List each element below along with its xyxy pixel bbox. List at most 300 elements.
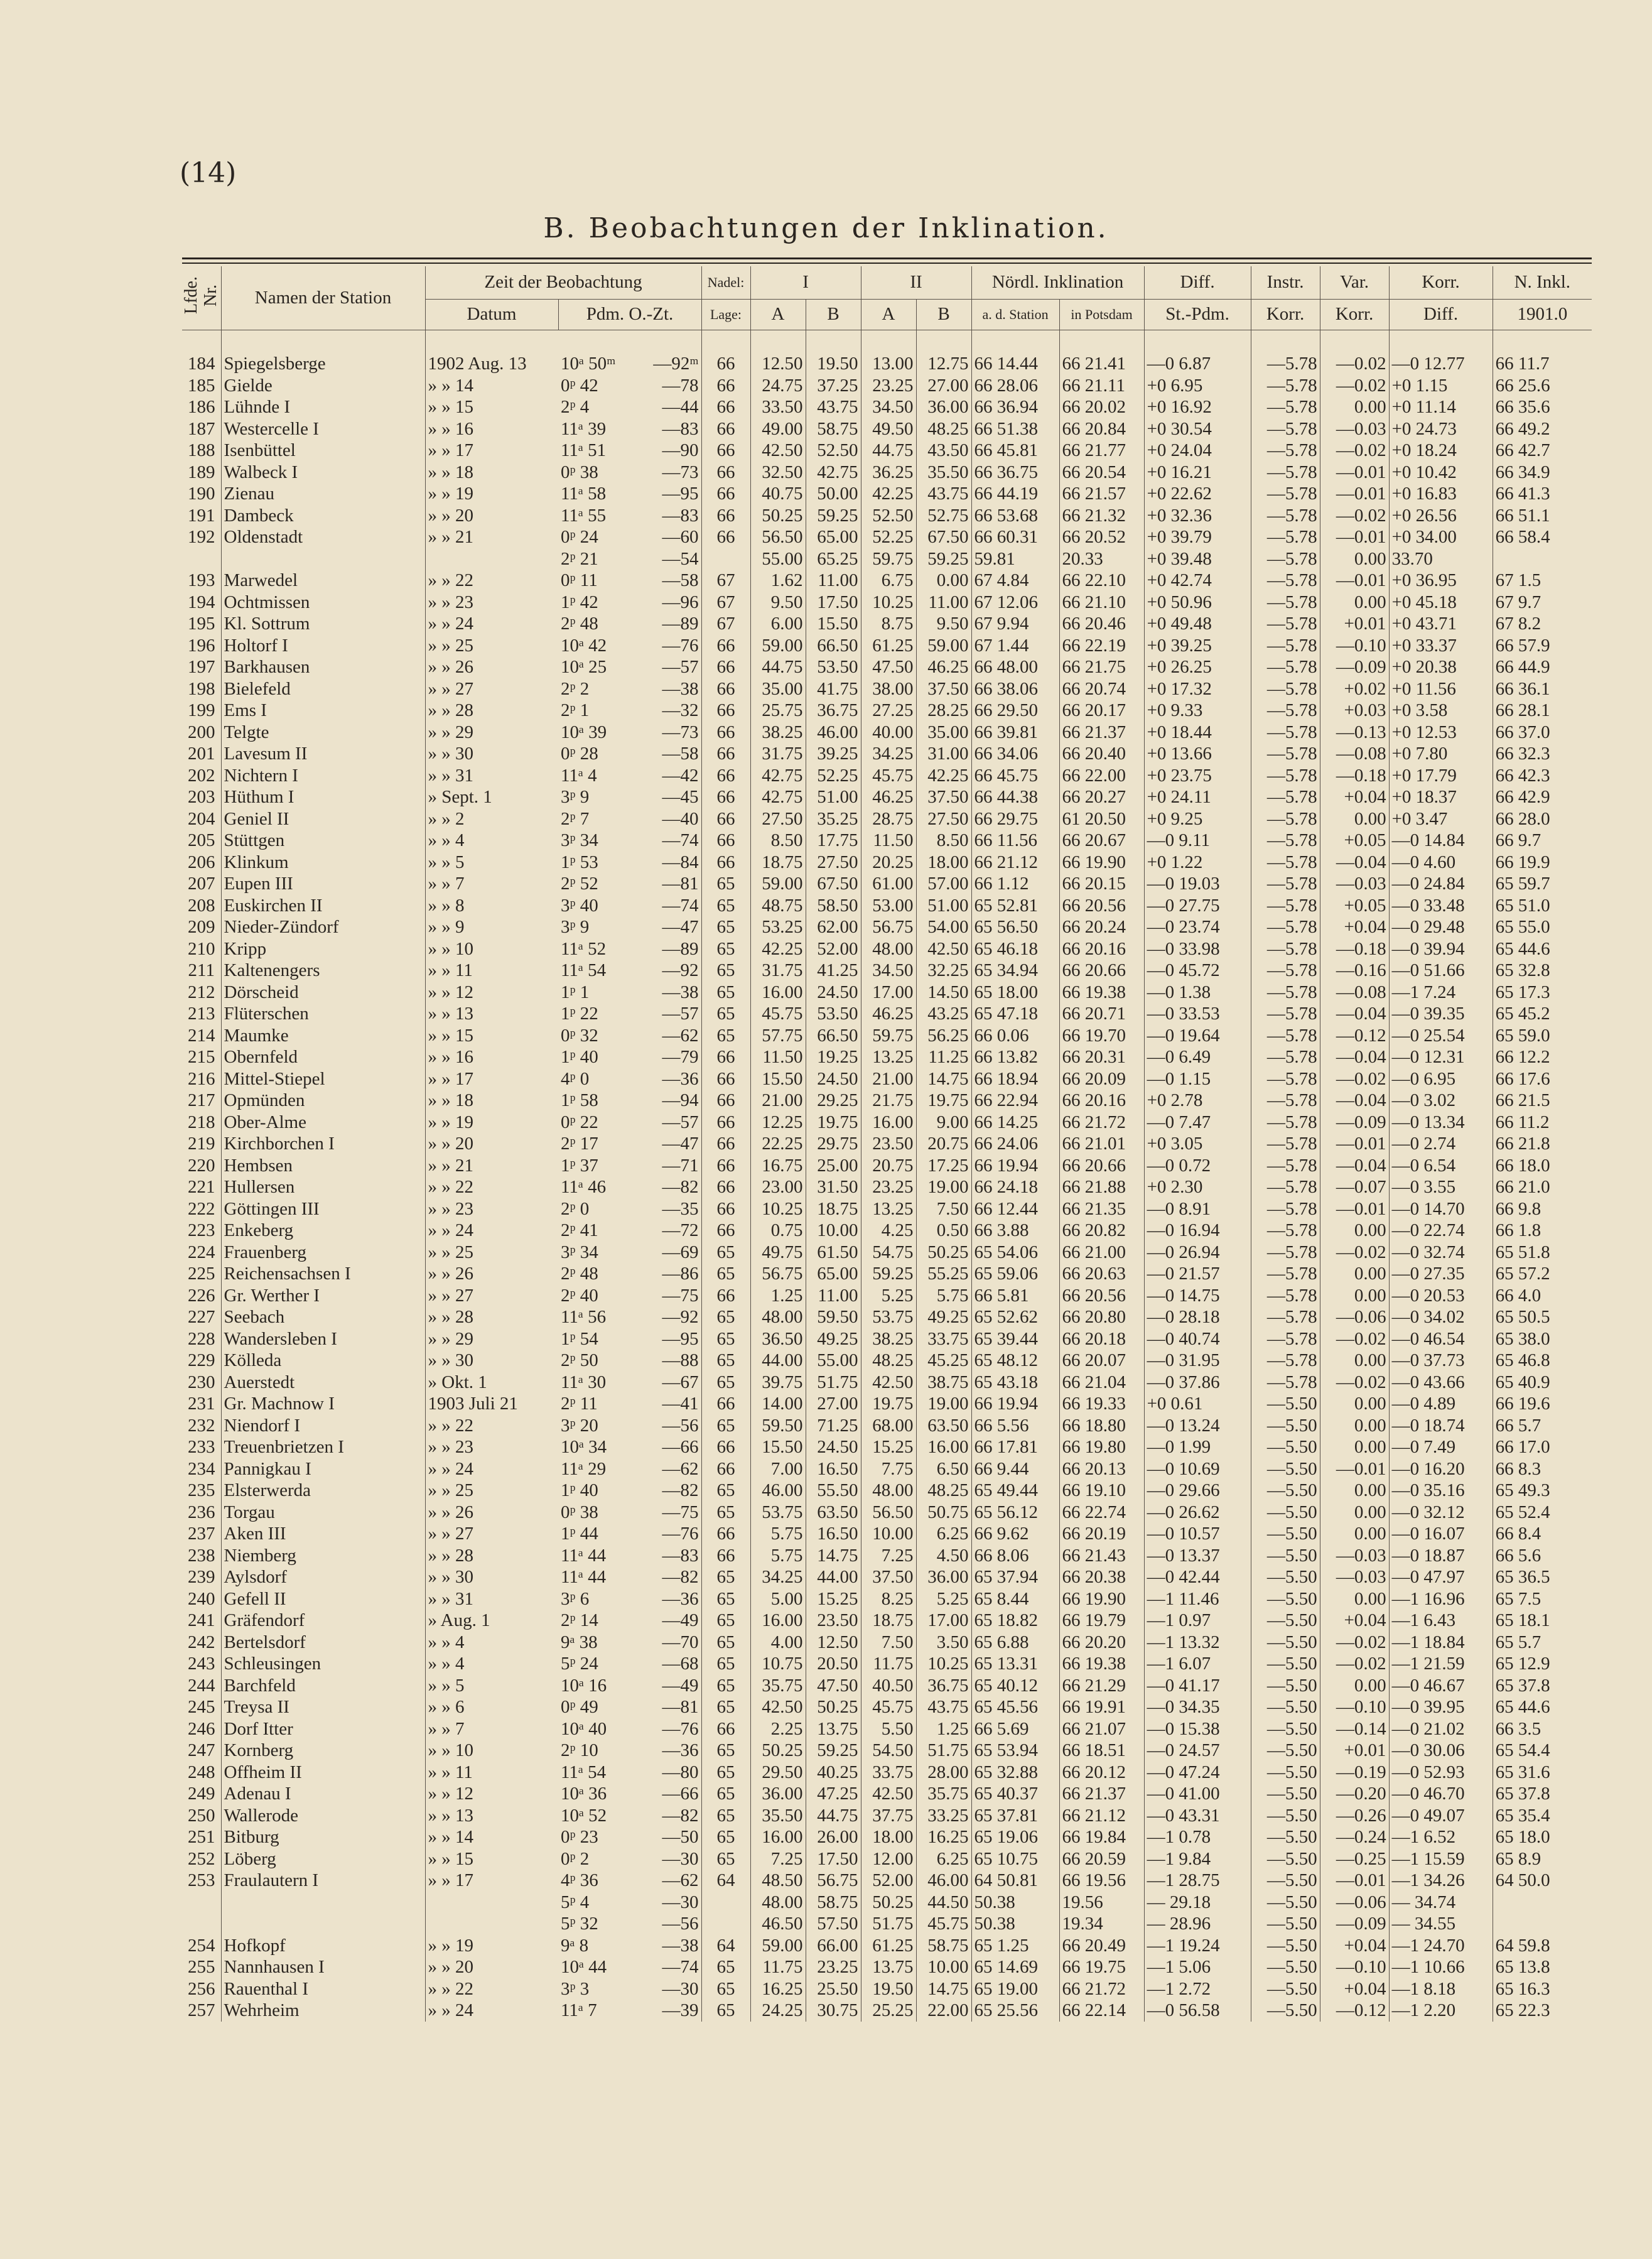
cell-diff-st-pdm: +0 1.22: [1144, 852, 1251, 874]
cell-diff-st-pdm: —1 11.46: [1144, 1588, 1251, 1610]
cell-II-B: 51.75: [916, 1740, 971, 1762]
cell-I-B: 15.25: [806, 1588, 861, 1610]
cell-datum: » » 14: [425, 1826, 558, 1848]
cell-I-B: 59.50: [806, 1306, 861, 1328]
cell-I-A: 39.75: [750, 1372, 806, 1394]
cell-incl-potsdam: 66 20.24: [1059, 916, 1144, 938]
cell-station-name: Bitburg: [221, 1826, 425, 1848]
cell-II-B: 7.50: [916, 1198, 971, 1220]
cell-var-korr: —0.01: [1320, 1133, 1389, 1155]
cell-pdm-zeit: 11ᵃ 46: [561, 1177, 607, 1197]
cell-II-B: 4.50: [916, 1545, 971, 1567]
cell-pdm-zeit: 11ᵃ 52: [561, 938, 607, 959]
cell-II-A: 25.25: [861, 2000, 916, 2022]
cell-incl-potsdam: 66 21.04: [1059, 1372, 1144, 1394]
cell-II-B: 35.75: [916, 1783, 971, 1805]
cell-ozt-diff: —47: [662, 917, 699, 937]
cell-station-name: Mittel-Stiepel: [221, 1068, 425, 1090]
cell-diff-st-pdm: +0 3.05: [1144, 1133, 1251, 1155]
cell-station-name: Hofkopf: [221, 1935, 425, 1957]
cell-station-name: Obernfeld: [221, 1046, 425, 1068]
cell-incl-station: 65 40.12: [971, 1675, 1059, 1697]
cell-incl-station: 65 19.00: [971, 1978, 1059, 2000]
cell-korr-diff: —0 7.49: [1389, 1436, 1493, 1458]
table-row: [182, 570, 1592, 592]
cell-ozt-diff: —94: [662, 1090, 699, 1110]
cell-korr-diff: — 34.74: [1389, 1892, 1493, 1914]
cell-korr-diff: —1 10.66: [1389, 1956, 1493, 1978]
cell-I-B: 39.25: [806, 743, 861, 765]
cell-datum: » » 24: [425, 2000, 558, 2022]
cell-diff-st-pdm: +0 39.48: [1144, 548, 1251, 570]
cell-datum: » » 19: [425, 483, 558, 505]
cell-var-korr: —0.10: [1320, 635, 1389, 657]
cell-incl-station: 65 47.18: [971, 1003, 1059, 1025]
cell-datum: » » 2: [425, 808, 558, 830]
table-row: [182, 982, 1592, 1004]
cell-incl-station: 66 44.19: [971, 483, 1059, 505]
cell-pdm-zeit: 11ᵃ 54: [561, 960, 607, 980]
cell-I-A: 10.75: [750, 1653, 806, 1675]
cell-I-B: 24.50: [806, 982, 861, 1004]
cell-II-B: 3.50: [916, 1632, 971, 1654]
cell-I-B: 13.75: [806, 1718, 861, 1740]
cell-pdm-zeit: 11ᵃ 58: [561, 484, 607, 504]
cell-var-korr: —0.02: [1320, 440, 1389, 462]
cell-ozt-diff: —30: [662, 1892, 699, 1912]
cell-n-inkl: 67 9.7: [1493, 592, 1592, 614]
cell-II-B: 43.75: [916, 1696, 971, 1718]
cell-var-korr: 0.00: [1320, 1393, 1389, 1415]
cell-incl-potsdam: 66 21.88: [1059, 1176, 1144, 1198]
cell-var-korr: —0.02: [1320, 505, 1389, 527]
cell-lage: 65: [701, 1675, 750, 1697]
cell-korr-diff: —1 16.96: [1389, 1588, 1493, 1610]
cell-II-B: 11.00: [916, 592, 971, 614]
cell-ozt-diff: —92: [662, 1307, 699, 1327]
cell-lfd-nr: 234: [188, 1458, 215, 1479]
cell-I-A: 42.75: [750, 765, 806, 787]
cell-pdm-zeit: 11ᵃ 54: [561, 1762, 607, 1782]
cell-diff-st-pdm: —0 19.03: [1144, 873, 1251, 895]
table-row: [182, 1393, 1592, 1415]
cell-lage: 65: [701, 1696, 750, 1718]
cell-I-A: 5.00: [750, 1588, 806, 1610]
cell-var-korr: —0.19: [1320, 1762, 1389, 1784]
cell-diff-st-pdm: —0 29.66: [1144, 1480, 1251, 1502]
cell-korr-diff: —0 39.35: [1389, 1003, 1493, 1025]
cell-korr-diff: —0 34.02: [1389, 1306, 1493, 1328]
cell-pdm-zeit: 5ᵖ 32: [561, 1914, 598, 1934]
cell-incl-potsdam: 66 19.79: [1059, 1610, 1144, 1632]
cell-incl-station: 66 38.06: [971, 678, 1059, 700]
cell-II-B: 37.50: [916, 786, 971, 808]
cell-lfd-nr: [182, 1892, 221, 1914]
cell-var-korr: —0.10: [1320, 1696, 1389, 1718]
cell-var-korr: 0.00: [1320, 1523, 1389, 1545]
cell-diff-st-pdm: +0 2.78: [1144, 1090, 1251, 1112]
cell-station-name: Kornberg: [221, 1740, 425, 1762]
cell-station-name: Niendorf I: [221, 1415, 425, 1437]
cell-II-A: 7.50: [861, 1632, 916, 1654]
cell-incl-station: 65 19.06: [971, 1826, 1059, 1848]
cell-II-B: 14.75: [916, 1068, 971, 1090]
cell-II-A: 52.25: [861, 526, 916, 548]
cell-ozt-diff: —95: [662, 484, 699, 504]
cell-I-A: 35.00: [750, 678, 806, 700]
cell-I-A: 7.25: [750, 1848, 806, 1870]
cell-pdm-zeit: 2ᵖ 14: [561, 1610, 598, 1630]
cell-pdm-zeit: 10ᵃ 25: [561, 657, 607, 677]
cell-lage: 65: [701, 1588, 750, 1610]
cell-datum: [425, 1913, 558, 1935]
cell-korr-diff: —0 3.02: [1389, 1090, 1493, 1112]
cell-n-inkl: 66 42.7: [1493, 440, 1592, 462]
cell-I-A: 27.50: [750, 808, 806, 830]
cell-instr-korr: —5.78: [1251, 743, 1320, 765]
cell-ozt-diff: —81: [662, 1697, 699, 1717]
cell-incl-station: 66 28.06: [971, 375, 1059, 397]
cell-II-B: 44.50: [916, 1892, 971, 1914]
cell-pdm-zeit: 2ᵖ 50: [561, 1350, 598, 1370]
cell-incl-potsdam: 66 19.84: [1059, 1826, 1144, 1848]
cell-datum: » » 24: [425, 1458, 558, 1480]
cell-lfd-nr: 184: [188, 354, 215, 374]
cell-incl-station: 66 24.06: [971, 1133, 1059, 1155]
cell-lfd-nr: 225: [188, 1264, 215, 1284]
cell-station-name: Wehrheim: [221, 2000, 425, 2022]
cell-II-A: 36.25: [861, 462, 916, 484]
cell-var-korr: 0.00: [1320, 1675, 1389, 1697]
cell-ozt-diff: —36: [662, 1740, 699, 1760]
cell-I-A: 21.00: [750, 1090, 806, 1112]
cell-I-B: 49.25: [806, 1328, 861, 1350]
cell-incl-potsdam: 66 21.01: [1059, 1133, 1144, 1155]
cell-II-B: 48.25: [916, 418, 971, 440]
cell-ozt-diff: —49: [662, 1675, 699, 1696]
cell-incl-station: 65 56.12: [971, 1502, 1059, 1524]
cell-datum: » » 25: [425, 635, 558, 657]
cell-instr-korr: —5.78: [1251, 982, 1320, 1004]
cell-lage: 66: [701, 1046, 750, 1068]
cell-incl-potsdam: 66 19.80: [1059, 1436, 1144, 1458]
cell-I-A: 55.00: [750, 548, 806, 570]
cell-datum: » » 11: [425, 960, 558, 982]
cell-incl-potsdam: 66 21.75: [1059, 656, 1144, 678]
cell-instr-korr: —5.50: [1251, 1653, 1320, 1675]
cell-datum: » » 31: [425, 765, 558, 787]
cell-lage: 65: [701, 960, 750, 982]
table-row: [182, 440, 1592, 462]
cell-var-korr: —0.04: [1320, 852, 1389, 874]
cell-II-B: 45.75: [916, 1913, 971, 1935]
cell-incl-potsdam: 66 18.51: [1059, 1740, 1144, 1762]
cell-incl-potsdam: 66 21.07: [1059, 1718, 1144, 1740]
cell-var-korr: —0.09: [1320, 1913, 1389, 1935]
table-row: [182, 548, 1592, 570]
cell-lfd-nr: [182, 548, 221, 570]
cell-ozt-diff: —86: [662, 1264, 699, 1284]
table-row: [182, 1675, 1592, 1697]
cell-korr-diff: —0 39.95: [1389, 1696, 1493, 1718]
cell-var-korr: —0.06: [1320, 1892, 1389, 1914]
cell-lage: [701, 548, 750, 570]
cell-lfd-nr: 240: [188, 1588, 215, 1609]
cell-incl-potsdam: 19.56: [1059, 1892, 1144, 1914]
cell-II-A: 53.00: [861, 895, 916, 917]
cell-station-name: Bertelsdorf: [221, 1632, 425, 1654]
cell-incl-potsdam: 66 20.54: [1059, 462, 1144, 484]
cell-I-B: 43.75: [806, 396, 861, 418]
cell-korr-diff: +0 3.58: [1389, 700, 1493, 722]
cell-I-B: 44.00: [806, 1566, 861, 1588]
table-row: [182, 1740, 1592, 1762]
cell-ozt-diff: —47: [662, 1134, 699, 1154]
cell-I-A: 48.50: [750, 1870, 806, 1892]
cell-korr-diff: —0 46.54: [1389, 1328, 1493, 1350]
cell-incl-station: 66 24.18: [971, 1176, 1059, 1198]
cell-datum: » » 29: [425, 722, 558, 744]
cell-n-inkl: 66 37.0: [1493, 722, 1592, 744]
cell-II-A: 34.50: [861, 396, 916, 418]
table-row: [182, 505, 1592, 527]
cell-II-A: 48.00: [861, 938, 916, 960]
cell-II-A: 7.75: [861, 1458, 916, 1480]
cell-pdm-zeit: 3ᵖ 20: [561, 1415, 598, 1436]
cell-station-name: Rauenthal I: [221, 1978, 425, 2000]
cell-station-name: Aylsdorf: [221, 1566, 425, 1588]
cell-incl-potsdam: 66 20.27: [1059, 786, 1144, 808]
cell-diff-st-pdm: +0 6.95: [1144, 375, 1251, 397]
cell-datum: » » 26: [425, 656, 558, 678]
cell-instr-korr: —5.78: [1251, 852, 1320, 874]
cell-I-A: 16.75: [750, 1155, 806, 1177]
cell-incl-station: 66 53.68: [971, 505, 1059, 527]
cell-var-korr: —0.08: [1320, 982, 1389, 1004]
cell-incl-potsdam: 66 21.00: [1059, 1242, 1144, 1264]
cell-incl-station: 65 18.00: [971, 982, 1059, 1004]
cell-incl-potsdam: 66 20.56: [1059, 1285, 1144, 1307]
cell-I-B: 16.50: [806, 1523, 861, 1545]
cell-II-B: 46.00: [916, 1870, 971, 1892]
cell-diff-st-pdm: —0 40.74: [1144, 1328, 1251, 1350]
cell-diff-st-pdm: —0 15.38: [1144, 1718, 1251, 1740]
table-row: [182, 852, 1592, 874]
cell-n-inkl: 65 51.0: [1493, 895, 1592, 917]
cell-var-korr: —0.04: [1320, 1046, 1389, 1068]
header-I-A: A: [750, 300, 806, 330]
cell-datum: » » 22: [425, 1415, 558, 1437]
cell-datum: » » 6: [425, 1696, 558, 1718]
cell-incl-potsdam: 66 20.40: [1059, 743, 1144, 765]
cell-station-name: Wandersleben I: [221, 1328, 425, 1350]
cell-n-inkl: 65 38.0: [1493, 1328, 1592, 1350]
cell-incl-station: 66 29.50: [971, 700, 1059, 722]
header-station-name: Namen der Station: [221, 266, 425, 330]
cell-II-A: 54.75: [861, 1242, 916, 1264]
cell-I-A: 53.25: [750, 916, 806, 938]
cell-n-inkl: 66 21.5: [1493, 1090, 1592, 1112]
cell-incl-potsdam: 66 19.38: [1059, 982, 1144, 1004]
cell-lfd-nr: 213: [188, 1004, 215, 1024]
cell-incl-station: 66 5.56: [971, 1415, 1059, 1437]
cell-n-inkl: 65 35.4: [1493, 1805, 1592, 1827]
cell-I-B: 63.50: [806, 1502, 861, 1524]
cell-pdm-zeit: 0ᵖ 22: [561, 1112, 598, 1132]
cell-lage: 66: [701, 330, 750, 375]
cell-korr-diff: — 34.55: [1389, 1913, 1493, 1935]
cell-lage: 65: [701, 1740, 750, 1762]
cell-station-name: Torgau: [221, 1502, 425, 1524]
cell-pdm-zeit: 0ᵖ 28: [561, 744, 598, 764]
cell-II-B: 35.50: [916, 462, 971, 484]
cell-lage: 66: [701, 1220, 750, 1242]
cell-n-inkl: 66 8.3: [1493, 1458, 1592, 1480]
cell-lfd-nr: 206: [188, 852, 215, 872]
cell-II-B: 6.50: [916, 1458, 971, 1480]
cell-I-A: 7.00: [750, 1458, 806, 1480]
cell-I-B: 52.00: [806, 938, 861, 960]
cell-instr-korr: —5.78: [1251, 765, 1320, 787]
cell-ozt-diff: —41: [662, 1394, 699, 1414]
table-row: [182, 1133, 1592, 1155]
cell-lfd-nr: 221: [188, 1177, 215, 1197]
cell-korr-diff: +0 3.47: [1389, 808, 1493, 830]
cell-II-A: 28.75: [861, 808, 916, 830]
cell-I-A: 25.75: [750, 700, 806, 722]
cell-I-B: 71.25: [806, 1415, 861, 1437]
cell-incl-potsdam: 19.34: [1059, 1913, 1144, 1935]
cell-datum: » » 28: [425, 700, 558, 722]
cell-pdm-zeit: 10ᵃ 16: [561, 1675, 607, 1696]
cell-korr-diff: —0 14.70: [1389, 1198, 1493, 1220]
cell-n-inkl: 66 28.0: [1493, 808, 1592, 830]
cell-var-korr: —0.02: [1320, 1632, 1389, 1654]
header-noerdl-inklination: Nördl. Inklination: [971, 266, 1144, 300]
cell-incl-potsdam: 66 20.16: [1059, 1090, 1144, 1112]
table-row: [182, 375, 1592, 397]
cell-n-inkl: 65 46.8: [1493, 1350, 1592, 1372]
cell-datum: » » 22: [425, 1978, 558, 2000]
cell-korr-diff: +0 18.24: [1389, 440, 1493, 462]
cell-lfd-nr: 188: [188, 440, 215, 460]
table-row: [182, 722, 1592, 744]
cell-datum: » » 24: [425, 1220, 558, 1242]
cell-datum: » Okt. 1: [425, 1372, 558, 1394]
cell-II-A: 21.00: [861, 1068, 916, 1090]
cell-pdm-zeit: 1ᵖ 54: [561, 1328, 598, 1349]
cell-instr-korr: —5.78: [1251, 483, 1320, 505]
cell-pdm-zeit: 2ᵖ 10: [561, 1740, 598, 1760]
cell-instr-korr: —5.50: [1251, 1718, 1320, 1740]
cell-pdm-zeit: 2ᵖ 41: [561, 1220, 598, 1240]
cell-I-B: 35.25: [806, 808, 861, 830]
cell-pdm-zeit: 11ᵃ 30: [561, 1372, 607, 1392]
cell-incl-station: 66 11.56: [971, 830, 1059, 852]
cell-incl-station: 65 52.81: [971, 895, 1059, 917]
cell-I-B: 12.50: [806, 1632, 861, 1654]
cell-II-B: 19.00: [916, 1393, 971, 1415]
table-row: [182, 1566, 1592, 1588]
cell-II-A: 33.75: [861, 1762, 916, 1784]
cell-diff-st-pdm: —1 9.84: [1144, 1848, 1251, 1870]
cell-diff-st-pdm: +0 24.11: [1144, 786, 1251, 808]
cell-lage: 66: [701, 722, 750, 744]
cell-korr-diff: +0 11.14: [1389, 396, 1493, 418]
cell-lage: 65: [701, 982, 750, 1004]
cell-diff-st-pdm: —0 6.49: [1144, 1046, 1251, 1068]
cell-I-A: 5.75: [750, 1545, 806, 1567]
cell-I-B: 37.25: [806, 375, 861, 397]
table-row: [182, 1480, 1592, 1502]
table-row: [182, 830, 1592, 852]
cell-datum: » » 23: [425, 592, 558, 614]
cell-var-korr: —0.24: [1320, 1826, 1389, 1848]
cell-pdm-zeit: 3ᵖ 3: [561, 1978, 590, 1999]
header-instr-korr: Korr.: [1251, 300, 1320, 330]
cell-instr-korr: —5.78: [1251, 830, 1320, 852]
cell-incl-station: 66 9.62: [971, 1523, 1059, 1545]
cell-datum: » » 21: [425, 1155, 558, 1177]
cell-station-name: Kl. Sottrum: [221, 613, 425, 635]
cell-instr-korr: —5.78: [1251, 1372, 1320, 1394]
cell-korr-diff: —0 39.94: [1389, 938, 1493, 960]
cell-incl-station: 65 40.37: [971, 1783, 1059, 1805]
cell-n-inkl: 64 50.0: [1493, 1870, 1592, 1892]
cell-ozt-diff: —73: [662, 462, 699, 482]
header-lage: Lage:: [701, 300, 750, 330]
cell-ozt-diff: —44: [662, 397, 699, 417]
cell-II-A: 8.25: [861, 1588, 916, 1610]
cell-var-korr: —0.08: [1320, 743, 1389, 765]
cell-lage: 65: [701, 916, 750, 938]
cell-II-B: 57.00: [916, 873, 971, 895]
cell-n-inkl: 65 45.2: [1493, 1003, 1592, 1025]
cell-var-korr: +0.05: [1320, 830, 1389, 852]
cell-station-name: Pannigkau I: [221, 1458, 425, 1480]
cell-ozt-diff: —82: [662, 1480, 699, 1500]
cell-diff-st-pdm: —1 5.06: [1144, 1956, 1251, 1978]
cell-n-inkl: 65 32.8: [1493, 960, 1592, 982]
cell-incl-potsdam: 66 21.43: [1059, 1545, 1144, 1567]
cell-incl-potsdam: 66 20.12: [1059, 1762, 1144, 1784]
cell-I-B: 29.25: [806, 1090, 861, 1112]
cell-II-B: 58.75: [916, 1935, 971, 1957]
cell-I-A: 4.00: [750, 1632, 806, 1654]
table-row: [182, 396, 1592, 418]
cell-II-A: 18.75: [861, 1610, 916, 1632]
cell-pdm-zeit: 0ᵖ 49: [561, 1697, 598, 1717]
cell-korr-diff: —0 12.31: [1389, 1046, 1493, 1068]
cell-lage: 64: [701, 1870, 750, 1892]
cell-n-inkl: 65 17.3: [1493, 982, 1592, 1004]
table-row: [182, 1805, 1592, 1827]
cell-station-name: Aken III: [221, 1523, 425, 1545]
cell-n-inkl: 66 4.0: [1493, 1285, 1592, 1307]
table-row: [182, 1978, 1592, 2000]
cell-diff-st-pdm: +0 18.44: [1144, 722, 1251, 744]
cell-diff-st-pdm: —0 34.35: [1144, 1696, 1251, 1718]
header-II-A: A: [861, 300, 916, 330]
cell-incl-station: 66 5.81: [971, 1285, 1059, 1307]
cell-pdm-zeit: 2ᵖ 40: [561, 1285, 598, 1306]
cell-incl-potsdam: 66 20.20: [1059, 1632, 1144, 1654]
table-row: [182, 873, 1592, 895]
cell-korr-diff: —0 35.16: [1389, 1480, 1493, 1502]
cell-I-A: 59.00: [750, 873, 806, 895]
header-datum: Datum: [425, 300, 558, 330]
cell-incl-potsdam: 66 20.66: [1059, 1155, 1144, 1177]
